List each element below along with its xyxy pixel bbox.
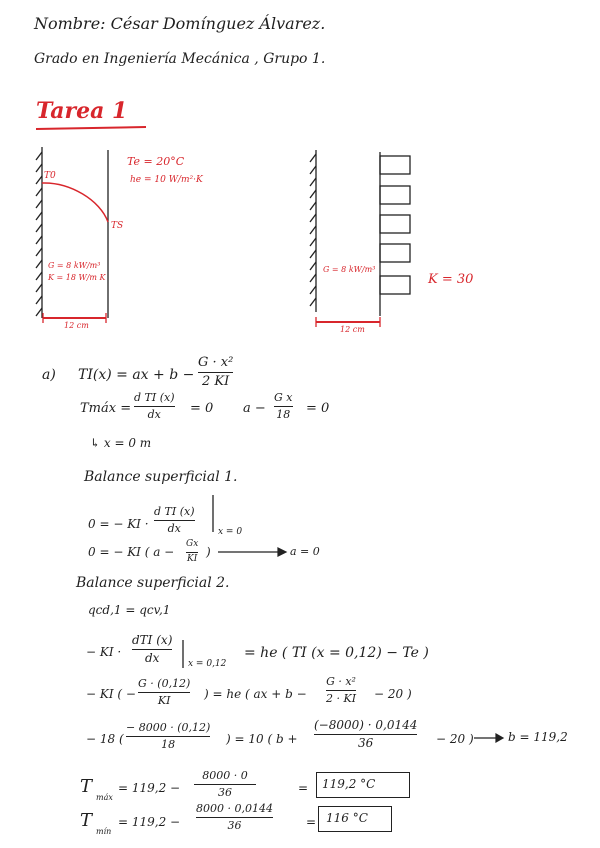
temperature-profile-curve (42, 183, 108, 222)
b1-line2-fraction: Gx KI (186, 539, 199, 564)
student-name: Nombre: César Domínguez Álvarez. (34, 14, 326, 33)
arrow-b (474, 734, 503, 742)
eq2-end: = 0 (306, 401, 330, 416)
b2-line3-lhs: − 18 ( (86, 732, 124, 746)
right-wall (310, 150, 316, 312)
eq2-lhs: Tmáx = (80, 401, 132, 416)
b2-line3-fraction: − 8000 · (0,12) 18 (126, 721, 211, 752)
b2-line1-rhs: = he ( TI (x = 0,12) − Te ) (244, 645, 429, 661)
tmin-subscript: mín (96, 827, 112, 836)
left-width-label: 12 cm (64, 321, 89, 330)
te-label: Te = 20°C (127, 155, 185, 168)
left-wall (36, 147, 42, 318)
he-label: he = 10 W/m²·K (130, 175, 203, 185)
b2-line3-mid: ) = 10 ( b + (226, 732, 298, 746)
arrow-a (218, 548, 286, 556)
right-width-label: 12 cm (340, 325, 365, 334)
degree-line: Grado en Ingeniería Mecánica , Grupo 1. (34, 51, 326, 67)
part-label: a) (42, 367, 56, 383)
t0-label: T0 (44, 171, 56, 181)
ts-label: TS (111, 221, 124, 231)
tmin-symbol: T (80, 810, 93, 831)
k-right-label: K = 30 (428, 272, 474, 287)
eq1-lhs: TI(x) = ax + b − (78, 367, 195, 383)
b2-line2-fraction-2: G · x² 2 · KI (326, 675, 357, 706)
g-left-label: G = 8 kW/m³ (48, 261, 101, 270)
b2-line2-end: − 20 ) (374, 687, 412, 701)
b1-line1-fraction: d TI (x) dx (154, 505, 195, 536)
b1-line2-lhs: 0 = − KI ( a − (88, 545, 175, 559)
tmin-result: 116 °C (326, 811, 368, 825)
b2-line3-end: − 20 ) (436, 732, 474, 746)
g-right-label: G = 8 kW/m³ (323, 265, 376, 274)
tmax-eq2: = (298, 781, 309, 795)
title-underline (36, 127, 146, 129)
eq1-fraction: G · x² 2 KI (198, 355, 234, 390)
b1-line1-lhs: 0 = − KI · (88, 517, 149, 531)
tmin-fraction: 8000 · 0,0144 36 (196, 802, 273, 833)
eq2-fraction-2: G x 18 (274, 391, 293, 422)
eq3-x-value: ↳ x = 0 m (90, 436, 152, 450)
tmax-eq: = 119,2 − (118, 781, 181, 795)
b1-line2-end: ) (206, 545, 211, 559)
b2-line1-eval: x = 0,12 (188, 659, 227, 669)
fins (380, 156, 410, 294)
b2-line2-lhs: − KI ( − (86, 687, 136, 701)
b2-line1-lhs: − KI · (86, 645, 122, 659)
balance-1-heading: Balance superficial 1. (84, 469, 238, 485)
tmax-fraction: 8000 · 0 36 (194, 770, 256, 799)
b2-line2-mid: ) = he ( ax + b − (204, 687, 307, 701)
eq2-a: a − (243, 401, 266, 416)
tmax-subscript: máx (96, 793, 113, 802)
tmin-eq2: = (306, 815, 317, 829)
eq2-mid: = 0 (190, 401, 214, 416)
b1-result: a = 0 (290, 545, 320, 558)
b2-line2-fraction: G · (0,12) KI (138, 677, 191, 708)
tmax-result: 119,2 °C (322, 777, 376, 791)
b2-result: b = 119,2 (508, 730, 568, 744)
b1-line1-eval: x = 0 (218, 527, 243, 537)
b2-line3-fraction-2: (−8000) · 0,0144 36 (314, 718, 418, 751)
eq2-fraction: d TI (x) dx (134, 391, 175, 422)
k-left-label: K = 18 W/m K (48, 273, 106, 282)
page-title: Tarea 1 (36, 98, 128, 124)
b2-line0: qcd,1 = qcv,1 (88, 603, 171, 617)
balance-2-heading: Balance superficial 2. (76, 575, 230, 591)
tmin-eq: = 119,2 − (118, 815, 181, 829)
b2-line1-fraction: dTI (x) dx (132, 633, 173, 666)
tmax-symbol: T (80, 776, 93, 797)
